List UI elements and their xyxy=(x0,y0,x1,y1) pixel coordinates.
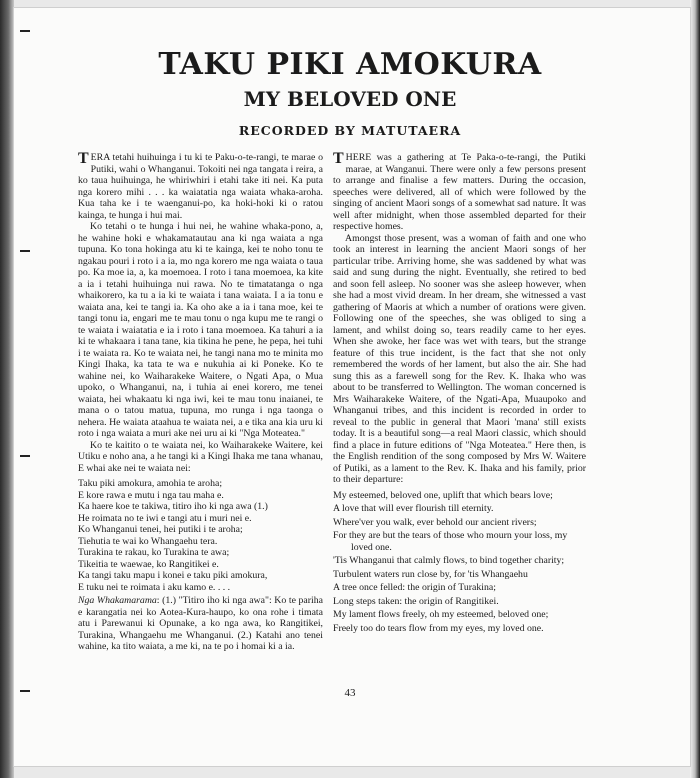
spine-mark xyxy=(20,455,30,457)
maori-paragraph-1: TERA tetahi huihuinga i tu ki te Paku-o-te-rangi, te marae o Putiki, wahi o Whanganui. Tokoiti nei nga tangata i reira, a ko taua huihuinga, he whiriwhiri i etahi take iti nei. Ka puta nga korero mihi . . . ka waiatatia nga waiata whaka-aroha. Kua taha ke i te waenganui-po, ka hoki-hoki ki o ratou kainga, te hunga i hui mai. xyxy=(78,150,323,221)
drop-cap: T xyxy=(78,150,89,167)
notes-text: : (1.) "Titiro iho ki nga awa": Ko te pariha e karangatia nei ko Aotea-Kura-haupo, ko ona rohe i timata atu i Parewanui ki Opunake, a ko nga awa, ko Rangitikei, Turakina, Whangaehu me Whanganui. (2.) Katahi ano tenei wahine, ka tito waiata, a me ki, na te po i homai ki a ia. xyxy=(78,595,323,652)
spine-mark xyxy=(20,30,30,32)
verse-line: Ko Whanganui tenei, hei putiki i te aroha; xyxy=(78,524,243,535)
book-binding xyxy=(0,0,14,778)
notes-label: Nga Whakamarama xyxy=(78,595,157,606)
english-column xyxy=(333,152,586,634)
verse-line: For they are but the tears of those who mourn your loss, my loved one. xyxy=(333,530,568,553)
verse-line: My lament flows freely, oh my esteemed, beloved one; xyxy=(333,609,549,620)
english-verse xyxy=(333,490,586,635)
page-number: 43 xyxy=(344,687,356,699)
spine-mark xyxy=(20,250,30,252)
maori-column xyxy=(78,152,323,653)
verse-line: A tree once felled: the origin of Turakina; xyxy=(333,582,496,593)
verse-line: Freely too do tears flow from my eyes, my loved one. xyxy=(333,622,544,634)
verse-line: Tiehutia te wai ko Whangaehu tera. xyxy=(78,535,218,547)
verse-line: My esteemed, beloved one, uplift that which bears love; xyxy=(333,489,553,501)
article-subtitle: MY BELOVED ONE xyxy=(243,87,457,111)
verse-line: Ka tangi taku mapu i konei e taku piki amokura, xyxy=(78,570,268,581)
verse-line: 'Tis Whanganui that calmly flows, to bind together charity; xyxy=(333,555,565,566)
page-edge-shadow xyxy=(690,0,700,778)
verse-line: Ka haere koe te takiwa, titiro iho ki nga awa (1.) xyxy=(78,501,268,512)
verse-line: A love that will ever flourish till eternity. xyxy=(333,503,494,514)
verse-line: Long steps taken: the origin of Rangitikei. xyxy=(333,595,499,607)
article-title: TAKU PIKI AMOKURA xyxy=(158,47,542,82)
maori-paragraph-3: Ko te kaitito o te waiata nei, ko Waiharakeke Waitere, kei Utiku e noho ana, a he tangi ki a Kingi Ihaka me tana whanau, E whai ake nei te waiata nei: xyxy=(78,439,323,474)
verse-line: Tikeitia te waewae, ko Rangitikei e. xyxy=(78,558,219,570)
maori-notes xyxy=(78,595,323,653)
english-paragraph-1: THERE was a gathering at Te Paka-o-te-rangi, the Putiki marae, at Wanganui. There were only a few persons present to arrange and finalise a few matters. During the occasion, speeches were delivered, all of which were followed by the singing of ancient Maori songs of a somewhat sad nature. It was well after midnight, when those assembled departed for their respective homes. xyxy=(333,150,586,232)
verse-line: Where'ver you walk, ever behold our ancient rivers; xyxy=(333,516,537,528)
drop-cap: T xyxy=(333,150,344,167)
verse-line: E tuku nei te roimata i aku kamo e. . . . xyxy=(78,581,231,593)
verse-line: Turbulent waters run close by, for 'tis Whangaehu xyxy=(333,568,528,580)
verse-line: E kore rawa e mutu i nga tau maha e. xyxy=(78,489,224,501)
verse-line: Turakina te rakau, ko Turakina te awa; xyxy=(78,547,230,558)
verse-line: He roimata no te iwi e tangi atu i muri nei e. xyxy=(78,512,252,524)
article-byline: RECORDED BY MATUTAERA xyxy=(238,123,462,138)
maori-paragraph-2: Ko tetahi o te hunga i hui nei, he wahine whaka-pono, a, he wahine hoki e whakamatautau ana ki nga waiata a nga tupuna. Ko tona hokinga atu ki te kainga, kei te noho tonu te ngakau pouri i roto i a ia, mo nga korero me nga waiata o taua po. Ka moe ia, a, ka moemoea. I roto i tana moemoea, ka kite a ia i tetahi huihuinga nui rawa. No te timatatanga o nga whaikorero, ka tu a ia ki te waiata i tana waiata. I a ia tonu e waiata ana, kei te tangi ia. Ka oho ake a ia i tana moe, kei te tangi tonu ia, engari me te mau tonu o nga kupu me te rangi o te waiata i waiatatia e ia i roto i tana moemoea. Ka tahuri a ia ki te whakaara i tana tane, kia tikina he pene, he pepa, hei tuhi i te waiata ra. Ko te waiata nei, he tangi nana mo te minita mo Kingi Ihaka, ka tata te wa e nukuhia ai ki Poneke. Ko te wahine nei, ko Waiharakeke Waitere, o Ngati Apa, o Mua upoko, o Whanganui, na, i tuhia ai enei korero, me tenei waiata, hei whakaatu ki nga iwi, kei te mau tonu inaianei, te mana o o tatou matua, tupuna, mo runga i nga taonga o nehera. He waiata ataahua te waiata nei, a e tika ana kia uru ki roto i nga waiata a muri ake nei uru ai ki "Nga Moteatea." xyxy=(78,221,323,439)
maori-verse xyxy=(78,478,323,593)
verse-line: Taku piki amokura, amohia te aroha; xyxy=(78,478,223,489)
english-paragraph-2: Amongst those present, was a woman of faith and one who took an interest in learning the ancient Maori songs of her particular tribe. Arriving home, she was saddened by what was said and sung during the night. Eventually, she retired to bed and soon fell asleep. No sooner was she asleep however, when she had a most vivid dream. In her dream, she witnessed a vast gathering of Maoris at which a number of orations were given. Following one of the speeches, she was obliged to sing a lament, and whilst doing so, tears readily came to her eyes. When she awoke, her face was wet with tears, but the strange feature of this true incident, is the fact that she not only remembered the words of her lament, but also the air. She had sung this as a farewell song for the Rev. K. Ihaka who was about to be transferred to Wellington. The woman concerned is Mrs Waiharakeke Waitere, of the Ngati-Apa, Muaupoko and Whanganui tribes, and this incident is recorded in order to reveal to the public in general that Maori 'mana' still exists today. It is a beautiful song—a real Maori classic, which should find a place in future editions of "Nga Moteatea." Here then, is the English rendition of the song composed by Mrs W. Waitere of Putiki, as a lament to the Rev. K. Ihaka and his family, prior to their departure: xyxy=(333,232,586,485)
